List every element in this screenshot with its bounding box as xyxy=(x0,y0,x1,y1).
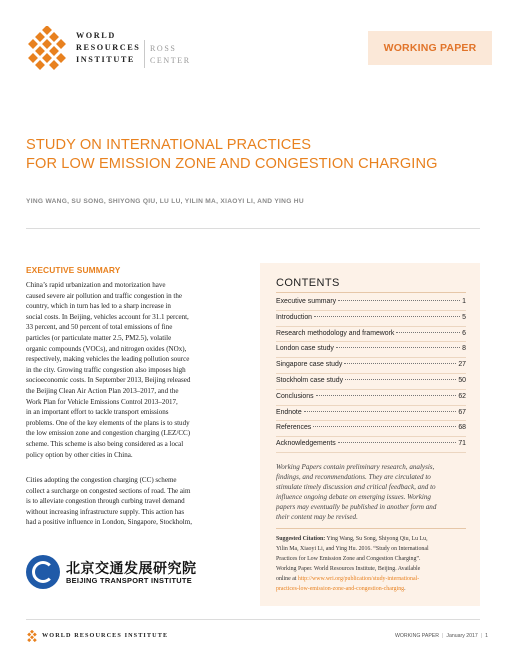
toc-leader xyxy=(338,300,460,301)
text-line: Cities adopting the congestion charging (CC) scheme xyxy=(26,476,177,484)
footer-series: WORKING PAPER xyxy=(395,633,440,639)
toc-entry[interactable] xyxy=(276,374,466,390)
footer-separator: | xyxy=(480,633,483,639)
toc-leader xyxy=(345,379,456,380)
toc-page: 5 xyxy=(462,313,466,321)
citation-divider xyxy=(276,528,466,529)
citation-line xyxy=(276,534,470,544)
text-line: country, which in turn has led to a sharp increase in xyxy=(26,302,171,311)
toc-leader xyxy=(304,411,457,412)
bti-english-name: BEIJING TRANSPORT INSTITUTE xyxy=(66,576,192,585)
text-line: respectively, making vehicles the leading pollution source xyxy=(26,355,190,364)
text-line: China’s rapid urbanization and motorization have xyxy=(26,281,166,289)
toc-page: 71 xyxy=(458,440,466,448)
toc-leader xyxy=(344,363,456,364)
toc-page: 62 xyxy=(458,392,466,400)
citation-text: Ying Wang, Su Song, Shiyong Qiu, Lu Lu, xyxy=(325,536,428,542)
toc-label: References xyxy=(276,424,312,432)
toc-leader xyxy=(338,442,457,443)
bti-emblem-ring xyxy=(32,561,54,583)
toc-label: Endnote xyxy=(276,408,302,416)
text-line: in an important effort to tackle transport emissions xyxy=(26,408,169,417)
contents-divider xyxy=(276,292,466,293)
citation-text: . xyxy=(404,586,406,592)
ross-line: ROSS xyxy=(150,44,177,53)
toc-page: 8 xyxy=(462,345,466,353)
bti-emblem-icon xyxy=(26,555,60,589)
executive-summary-paragraph-1 xyxy=(26,280,250,460)
toc-label: Acknowledgements xyxy=(276,440,336,448)
text-line: social costs. In Beijing, vehicles account for 31.1 percent, xyxy=(26,312,189,321)
toc-label: Conclusions xyxy=(276,392,314,400)
toc-label: Research methodology and framework xyxy=(276,329,395,337)
ross-line: CENTER xyxy=(150,56,191,65)
text-line: socioeconomic costs. In September 2013, Beijing released xyxy=(26,376,191,385)
wri-footer-logo-icon xyxy=(26,630,38,642)
citation-link[interactable]: http://www.wri.org/publication/study-international- xyxy=(297,576,420,582)
footer-page-number: 1 xyxy=(485,633,489,639)
footer-date: January 2017 xyxy=(446,633,478,639)
text-line: 33 percent, and 50 percent of total emissions of fine xyxy=(26,323,173,332)
toc-leader xyxy=(313,426,456,427)
citation-label: Suggested Citation: xyxy=(276,536,326,542)
working-paper-badge: WORKING PAPER xyxy=(368,31,492,65)
toc-leader xyxy=(336,347,460,348)
logo-divider xyxy=(144,40,145,68)
text-line: had a positive influence in London, Singapore, Stockholm, xyxy=(26,518,192,527)
wri-logo xyxy=(24,26,144,74)
note-line: papers may eventually be published in another form and xyxy=(276,503,437,511)
toc-page: 50 xyxy=(458,376,466,384)
note-line: findings, and recommendations. They are circulated to xyxy=(276,473,431,481)
toc-label: London case study xyxy=(276,345,334,353)
toc-label: Executive summary xyxy=(276,298,337,305)
wri-logo-mark-icon xyxy=(24,26,70,72)
citation-line: Practices for Low Emission Zone and Congestion Charging”. xyxy=(276,556,421,562)
note-line: their content may be revised. xyxy=(276,513,358,521)
executive-summary-heading: EXECUTIVE SUMMARY xyxy=(26,265,121,275)
text-line: collect a surcharge on congested sections of road. The aim xyxy=(26,486,191,495)
footer-meta xyxy=(395,633,488,639)
footer-org-name: WORLD RESOURCES INSTITUTE xyxy=(42,632,169,639)
footer-separator: | xyxy=(442,633,444,639)
citation-line: Yilin Ma, Xiaoyi Li, and Ying Hu. 2016. “Study on International xyxy=(276,546,429,552)
document-title xyxy=(26,136,466,174)
title-line: STUDY ON INTERNATIONAL PRACTICES xyxy=(26,137,312,153)
text-line: the Beijing Clean Air Action Plan 2013–2017, and the xyxy=(26,386,179,395)
contents-heading: CONTENTS xyxy=(276,277,340,289)
text-line: is to alleviate congestion through curbing travel demand xyxy=(26,497,185,506)
suggested-citation xyxy=(276,534,470,594)
toc-leader xyxy=(396,332,460,333)
toc-page: 27 xyxy=(458,361,466,369)
logo-line: WORLD xyxy=(76,31,116,40)
note-line: Working Papers contain preliminary research, analysis, xyxy=(276,463,435,471)
toc-label: Introduction xyxy=(276,313,313,321)
working-paper-note xyxy=(276,462,468,522)
text-line: without increasing infrastructure supply. This action has xyxy=(26,507,185,516)
logo-line: RESOURCES xyxy=(76,43,141,52)
text-line: caused severe air pollution and traffic congestion in the xyxy=(26,291,183,300)
toc-entry[interactable] xyxy=(276,437,466,453)
text-line: the low emission zone and congestion charging (LEZ/CC) xyxy=(26,429,191,438)
note-line: stimulate timely discussion and critical feedback, and to xyxy=(276,483,436,491)
citation-link[interactable]: practices-low-emission-zone-and-congestion-charging xyxy=(276,586,405,592)
text-line: problems. One of the key elements of the plans is to study xyxy=(26,418,190,427)
ross-center-wordmark xyxy=(150,43,191,67)
citation-line: Working Paper. World Resources Institute, Beijing. Available xyxy=(276,566,421,572)
toc-entry[interactable] xyxy=(276,295,466,311)
toc-page: 6 xyxy=(462,329,466,337)
beijing-transport-institute-logo xyxy=(26,555,256,591)
toc-entry[interactable] xyxy=(276,311,466,327)
text-line: particles (or particulate matter 2.5, PM2.5), volatile xyxy=(26,333,172,342)
text-line: in the city. Growing traffic congestion also imposes high xyxy=(26,365,186,374)
authors-line: YING WANG, SU SONG, SHIYONG QIU, LU LU, YILIN MA, XIAOYI LI, AND YING HU xyxy=(26,198,304,205)
text-line: policy option by other cities in China. xyxy=(26,450,133,459)
toc-leader xyxy=(314,316,460,317)
executive-summary-paragraph-2 xyxy=(26,475,250,528)
note-line: influence ongoing debate on emerging issues. Working xyxy=(276,493,431,501)
toc-entry[interactable] xyxy=(276,327,466,343)
footer-divider xyxy=(26,619,480,620)
toc-entry[interactable] xyxy=(276,342,466,358)
toc-entry[interactable] xyxy=(276,358,466,374)
citation-line xyxy=(276,584,470,594)
text-line: scheme. This scheme is also being considered as a local xyxy=(26,439,184,448)
toc-page: 67 xyxy=(458,408,466,416)
toc-page: 68 xyxy=(458,424,466,432)
toc-entry[interactable] xyxy=(276,406,466,422)
toc-entry[interactable] xyxy=(276,421,466,437)
text-line: Work Plan for Vehicle Emissions Control 2013–2017, xyxy=(26,397,178,406)
toc-label: Singapore case study xyxy=(276,361,343,369)
header-divider xyxy=(26,228,480,229)
text-line: organic compounds (VOCs), and nitrogen oxides (NOx), xyxy=(26,344,187,353)
title-line: FOR LOW EMISSION ZONE AND CONGESTION CHARGING xyxy=(26,156,438,172)
wri-logo-wordmark xyxy=(76,30,140,66)
bti-chinese-name: 北京交通发展研究院 xyxy=(66,560,197,576)
toc-page: 1 xyxy=(462,298,466,305)
toc-leader xyxy=(316,395,457,396)
citation-line xyxy=(276,574,470,584)
toc-entry[interactable] xyxy=(276,390,466,406)
toc-label: Stockholm case study xyxy=(276,376,344,384)
citation-text: online at xyxy=(276,576,298,582)
logo-line: INSTITUTE xyxy=(76,55,135,64)
table-of-contents xyxy=(276,295,466,453)
